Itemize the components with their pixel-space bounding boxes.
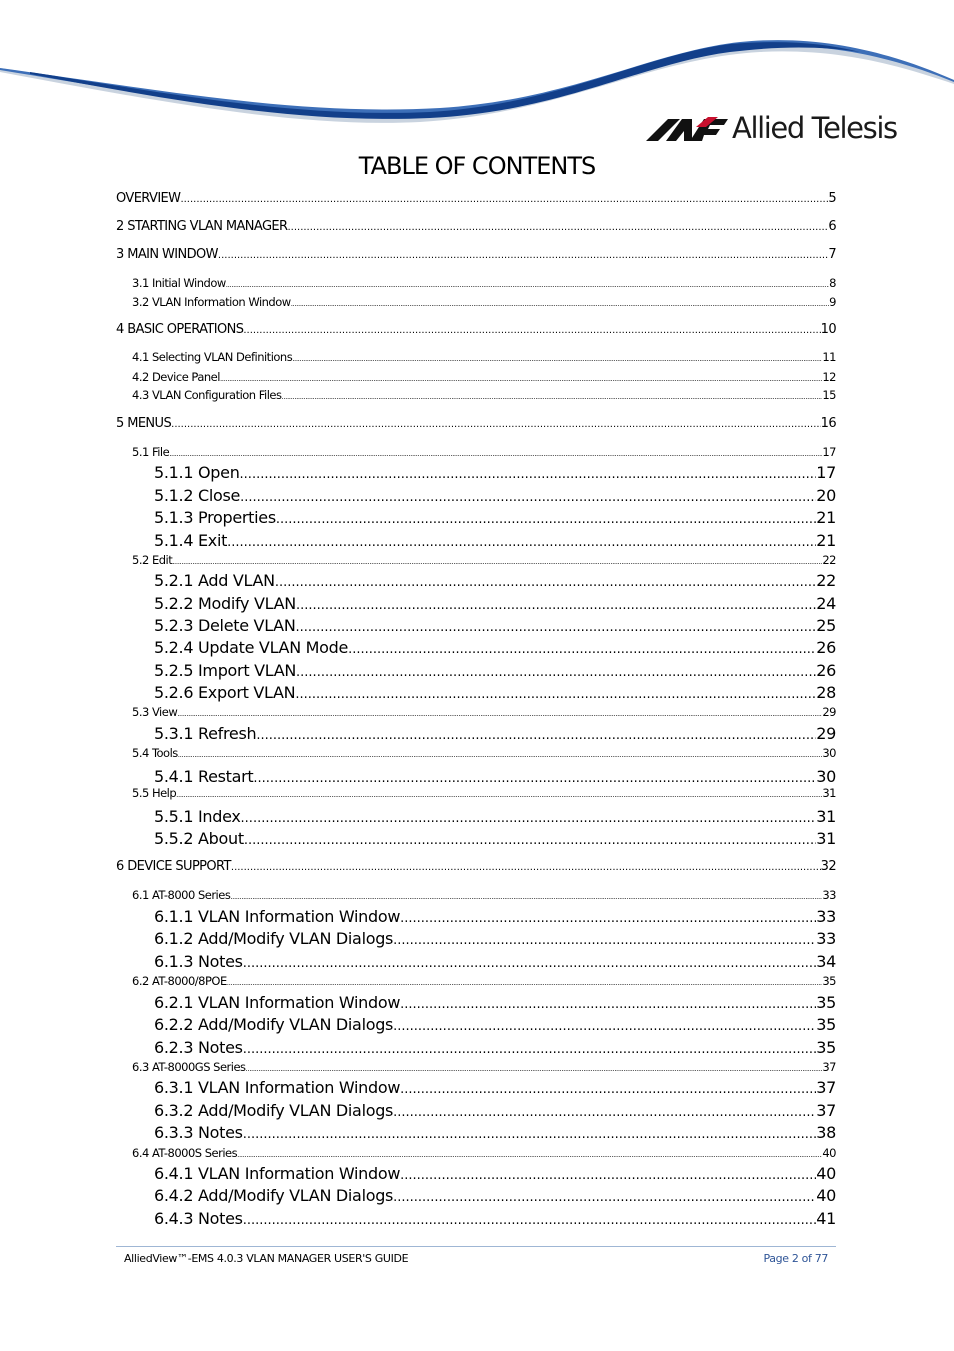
toc-leader-dots [243,956,817,971]
toc-leader-dots [240,490,816,505]
toc-entry[interactable] [154,1209,836,1231]
toc-entry-label: 6.1 AT-8000 Series [132,888,231,902]
toc-entry[interactable] [132,974,836,990]
toc-entry-page: 29 [816,724,836,743]
toc-leader-dots [291,300,829,308]
toc-entry[interactable] [116,247,836,265]
toc-entry-page: 11 [822,350,836,364]
toc-entry-label: 2 STARTING VLAN MANAGER [116,219,288,234]
toc-entry[interactable] [154,829,836,851]
toc-entry[interactable] [154,907,836,929]
toc-entry-page: 15 [822,388,836,402]
toc-entry-page: 31 [822,786,836,800]
toc-leader-dots [180,194,828,205]
toc-leader-dots [393,1105,816,1120]
toc-entry[interactable] [132,888,836,904]
toc-entry[interactable] [154,1015,836,1037]
toc-entry-label: 6.4.3 Notes [154,1209,243,1228]
toc-entry[interactable] [132,350,836,366]
toc-leader-dots [177,710,822,718]
toc-entry-page: 38 [816,1123,836,1142]
toc-entry[interactable] [154,661,836,683]
toc-entry-page: 12 [822,370,836,384]
toc-leader-dots [287,222,828,233]
toc-entry[interactable] [154,807,836,829]
toc-entry[interactable] [154,929,836,951]
toc-entry-page: 40 [816,1164,836,1183]
toc-entry-label: 5.4 Tools [132,746,178,760]
toc-entry-label: 5.2.1 Add VLAN [154,571,275,590]
toc-leader-dots [393,1019,816,1034]
toc-entry-page: 20 [816,486,836,505]
toc-leader-dots [218,250,828,261]
toc-entry-label: 6.2 AT-8000/8POE [132,974,227,988]
toc-entry[interactable] [132,445,836,461]
toc-leader-dots [169,450,822,458]
toc-entry[interactable] [154,571,836,593]
toc-entry[interactable] [154,1078,836,1100]
toc-entry[interactable] [132,746,836,762]
toc-entry-page: 34 [816,952,836,971]
toc-entry[interactable] [154,1123,836,1145]
toc-entry-label: 4 BASIC OPERATIONS [116,322,244,337]
toc-entry[interactable] [116,416,836,434]
toc-entry-label: 6.3 AT-8000GS Series [132,1060,246,1074]
toc-entry-label: 3.2 VLAN Information Window [132,295,291,309]
toc-entry-label: 5.5 Help [132,786,177,800]
toc-entry-label: 6.3.3 Notes [154,1123,243,1142]
toc-entry-label: 5 MENUS [116,416,172,431]
toc-leader-dots [171,419,821,430]
toc-entry-label: 5.2 Edit [132,553,173,567]
toc-entry-label: 6.2.1 VLAN Information Window [154,993,401,1012]
toc-leader-dots [393,933,816,948]
toc-entry-label: 6.1.3 Notes [154,952,243,971]
toc-entry-page: 24 [816,594,836,613]
toc-leader-dots [276,512,816,527]
toc-entry-label: 6.2.2 Add/Modify VLAN Dialogs [154,1015,394,1034]
toc-leader-dots [227,979,823,987]
toc-entry-label: 5.1.3 Properties [154,508,276,527]
toc-entry-label: 6.3.2 Add/Modify VLAN Dialogs [154,1101,394,1120]
toc-entry-label: 5.5.2 About [154,829,244,848]
toc-entry-page: 26 [816,638,836,657]
toc-entry-page: 31 [816,807,836,826]
toc-entry-label: 5.3 View [132,705,178,719]
toc-entry-label: 5.1.2 Close [154,486,241,505]
toc-entry-label: 5.5.1 Index [154,807,241,826]
toc-entry-page: 32 [820,859,836,874]
toc-entry[interactable] [116,219,836,237]
toc-entry-page: 40 [822,1146,836,1160]
toc-entry-page: 41 [816,1209,836,1228]
toc-entry-label: 6.2.3 Notes [154,1038,243,1057]
toc-entry-label: 5.2.6 Export VLAN [154,683,296,702]
toc-entry-page: 26 [816,661,836,680]
toc-entry-page: 7 [828,247,836,262]
toc-entry-page: 9 [829,295,836,309]
toc-leader-dots [178,751,823,759]
toc-entry-label: 3 MAIN WINDOW [116,247,218,262]
toc-entry-page: 35 [816,1038,836,1057]
toc-entry-label: 6.1.2 Add/Modify VLAN Dialogs [154,929,394,948]
toc-entry-page: 33 [822,888,836,902]
toc-leader-dots [400,911,816,926]
toc-entry-page: 37 [816,1101,836,1120]
toc-entry[interactable] [132,1146,836,1162]
toc-entry-page: 25 [816,616,836,635]
toc-entry[interactable] [154,638,836,660]
toc-entry[interactable] [116,191,836,209]
toc-entry-label: 3.1 Initial Window [132,276,226,290]
toc-entry-page: 33 [816,907,836,926]
toc-entry-page: 28 [816,683,836,702]
page-title: TABLE OF CONTENTS [358,152,596,180]
toc-entry-label: 5.2.2 Modify VLAN [154,594,296,613]
toc-entry-page: 16 [820,416,836,431]
toc-leader-dots [220,375,822,383]
toc-leader-dots [393,1190,816,1205]
toc-entry[interactable] [154,508,836,530]
toc-leader-dots [253,771,816,786]
toc-entry-label: 6.4.2 Add/Modify VLAN Dialogs [154,1186,394,1205]
toc-leader-dots [400,997,816,1012]
toc-entry-page: 17 [822,445,836,459]
toc-entry-label: 4.2 Device Panel [132,370,220,384]
toc-leader-dots [227,535,816,550]
footer-divider [116,1246,836,1247]
toc-leader-dots [296,598,816,613]
toc-leader-dots [292,355,822,363]
toc-leader-dots [176,791,822,799]
toc-entry-label: 6.4.1 VLAN Information Window [154,1164,401,1183]
toc-leader-dots [400,1082,816,1097]
toc-entry-label: 5.1.1 Open [154,463,240,482]
toc-leader-dots [237,1151,822,1159]
toc-leader-dots [295,687,816,702]
footer-document-title: AlliedView™-EMS 4.0.3 VLAN MANAGER USER'S GUIDE [124,1252,409,1265]
toc-leader-dots [400,1168,816,1183]
toc-leader-dots [226,281,829,289]
toc-entry-page: 35 [822,974,836,988]
toc-entry-label: 6.1.1 VLAN Information Window [154,907,401,926]
toc-entry[interactable] [154,952,836,974]
toc-entry-page: 33 [816,929,836,948]
toc-entry-label: 5.2.3 Delete VLAN [154,616,296,635]
toc-entry-page: 10 [820,322,836,337]
toc-leader-dots [172,558,822,566]
toc-leader-dots [296,620,817,635]
toc-leader-dots [240,467,817,482]
toc-entry-page: 6 [828,219,836,234]
toc-entry[interactable] [154,1101,836,1123]
toc-entry[interactable] [154,683,836,705]
toc-entry-page: 30 [816,767,836,786]
toc-entry-page: 31 [816,829,836,848]
toc-entry[interactable] [132,705,836,721]
toc-leader-dots [244,833,816,848]
toc-leader-dots [230,893,822,901]
toc-leader-dots [243,1042,817,1057]
toc-entry-page: 35 [816,993,836,1012]
toc-leader-dots [231,862,821,873]
toc-entry-page: 29 [822,705,836,719]
toc-entry[interactable] [154,594,836,616]
toc-entry-page: 35 [816,1015,836,1034]
toc-leader-dots [243,1213,817,1228]
toc-entry-page: 22 [822,553,836,567]
toc-entry-page: 17 [816,463,836,482]
toc-leader-dots [348,642,816,657]
toc-entry-label: 4.3 VLAN Configuration Files [132,388,282,402]
toc-leader-dots [275,575,816,590]
toc-leader-dots [246,1065,823,1073]
toc-entry-label: OVERVIEW [116,191,181,206]
toc-entry-page: 37 [822,1060,836,1074]
toc-entry-label: 5.4.1 Restart [154,767,254,786]
toc-entry-label: 5.1 File [132,445,170,459]
toc-entry-page: 30 [822,746,836,760]
toc-leader-dots [241,811,817,826]
toc-entry[interactable] [154,463,836,485]
toc-leader-dots [296,665,816,680]
toc-entry-page: 22 [816,571,836,590]
toc-entry-label: 4.1 Selecting VLAN Definitions [132,350,293,364]
toc-leader-dots [256,728,816,743]
toc-entry-page: 40 [816,1186,836,1205]
toc-entry-label: 6 DEVICE SUPPORT [116,859,231,874]
toc-entry-label: 5.3.1 Refresh [154,724,257,743]
toc-entry-page: 5 [828,191,836,206]
toc-entry-page: 21 [816,531,836,550]
toc-leader-dots [282,393,823,401]
toc-leader-dots [243,325,820,336]
toc-entry-label: 5.1.4 Exit [154,531,228,550]
toc-entry-page: 37 [816,1078,836,1097]
toc-entry[interactable] [154,1038,836,1060]
toc-entry[interactable] [154,724,836,746]
toc-entry[interactable] [154,993,836,1015]
toc-entry-page: 21 [816,508,836,527]
toc-entry[interactable] [116,322,836,340]
toc-entry[interactable] [154,531,836,553]
toc-entry[interactable] [154,616,836,638]
toc-leader-dots [243,1127,817,1142]
toc-entry-label: 6.4 AT-8000S Series [132,1146,238,1160]
toc-entry[interactable] [132,295,836,311]
toc-entry[interactable] [132,553,836,569]
footer-page-number: Page 2 of 77 [763,1252,828,1265]
toc-entry[interactable] [154,1164,836,1186]
toc-entry-label: 6.3.1 VLAN Information Window [154,1078,401,1097]
toc-entry[interactable] [116,859,836,877]
logo-wordmark: Allied Telesis [732,111,897,145]
toc-entry[interactable] [132,370,836,386]
toc-entry[interactable] [132,388,836,404]
toc-entry-label: 5.2.4 Update VLAN Mode [154,638,349,657]
toc-entry-label: 5.2.5 Import VLAN [154,661,297,680]
toc-entry[interactable] [132,786,836,802]
toc-entry[interactable] [132,276,836,292]
toc-entry[interactable] [154,486,836,508]
toc-entry[interactable] [132,1060,836,1076]
toc-entry[interactable] [154,1186,836,1208]
toc-entry-page: 8 [829,276,836,290]
